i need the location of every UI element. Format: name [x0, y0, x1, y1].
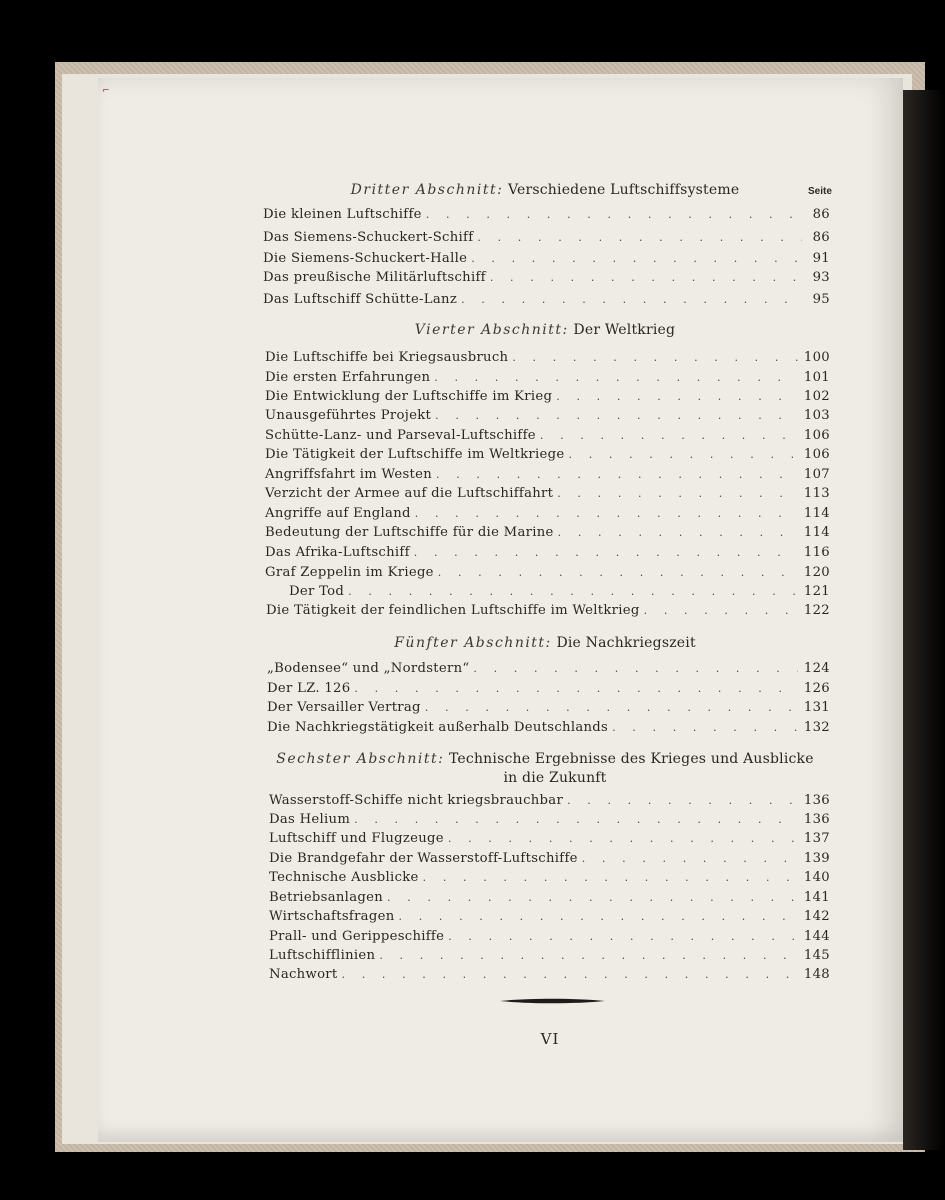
entry-title: Nachwort: [269, 967, 338, 982]
entry-page: 142: [803, 909, 830, 924]
toc-entry[interactable]: [269, 868, 830, 887]
toc-entry[interactable]: [265, 445, 830, 464]
entry-title: Das Helium: [269, 812, 351, 827]
section-part-label: Sechster Abschnitt:: [276, 751, 445, 767]
entry-page: 113: [803, 486, 830, 501]
section-title-continuation: in die Zukunft: [503, 770, 607, 786]
toc-entry[interactable]: [265, 523, 830, 542]
toc-entry[interactable]: [265, 465, 830, 484]
toc-entry[interactable]: [269, 907, 830, 926]
section-title-text: Verschiedene Luftschiffsysteme: [507, 182, 740, 198]
entry-page: 86: [812, 230, 830, 245]
toc-entry[interactable]: [269, 888, 830, 907]
entry-title: Luftschifflinien: [269, 948, 376, 963]
toc-entry[interactable]: [269, 829, 830, 848]
toc-entry[interactable]: [265, 348, 830, 367]
leader-dots: [342, 965, 798, 984]
toc-entry[interactable]: [263, 268, 830, 287]
entry-title: Die Entwicklung der Luftschiffe im Krieg: [265, 389, 553, 404]
leader-dots: [387, 888, 798, 907]
page-number: VI: [540, 1030, 560, 1048]
entry-page: 137: [803, 831, 830, 846]
entry-title: Die ersten Erfahrungen: [265, 370, 431, 385]
entry-page: 126: [803, 681, 830, 696]
ornament-divider-icon: [500, 996, 605, 1006]
toc-entry[interactable]: [269, 965, 830, 984]
entry-title: „Bodensee“ und „Nordstern“: [267, 661, 470, 676]
leader-dots: [438, 563, 798, 582]
entry-title: Der LZ. 126: [267, 681, 351, 696]
section-heading-vierter: [260, 320, 830, 340]
entry-title: Das Afrika-Luftschiff: [265, 545, 410, 560]
toc-entry[interactable]: [267, 698, 830, 717]
leader-dots: [423, 868, 798, 887]
toc-entry[interactable]: [265, 484, 830, 503]
toc-entry[interactable]: [265, 368, 830, 387]
section-heading-dritter: [260, 180, 830, 200]
leader-dots: [512, 348, 798, 367]
leader-dots: [414, 543, 798, 562]
leader-dots: [415, 504, 798, 523]
entry-title: Luftschiff und Flugzeuge: [269, 831, 444, 846]
leader-dots: [471, 249, 802, 268]
entry-page: 120: [803, 565, 830, 580]
entry-page: 107: [803, 467, 830, 482]
entry-page: 136: [803, 793, 830, 808]
entry-title: Schütte-Lanz- und Parseval-Luftschiffe: [265, 428, 536, 443]
toc-entry[interactable]: [269, 791, 830, 810]
leader-dots: [399, 907, 798, 926]
section-heading-fuenfter: [260, 633, 830, 653]
toc-entry[interactable]: [263, 249, 830, 268]
toc-entry[interactable]: [263, 205, 830, 224]
entry-page: 145: [803, 948, 830, 963]
leader-dots: [473, 659, 798, 678]
entry-page: 132: [803, 720, 830, 735]
toc-entry[interactable]: [267, 679, 830, 698]
entry-title: Der Tod: [289, 584, 345, 599]
entry-page: 103: [803, 408, 830, 423]
page-column-header: Seite: [808, 186, 832, 197]
entry-title: Angriffe auf England: [265, 506, 411, 521]
entry-title: Verzicht der Armee auf die Luftschiffahrt: [265, 486, 554, 501]
entry-page: 141: [803, 890, 830, 905]
section-part-label: Fünfter Abschnitt:: [394, 635, 552, 651]
entry-title: Bedeutung der Luftschiffe für die Marine: [265, 525, 554, 540]
toc-entry[interactable]: [265, 563, 830, 582]
entry-title: Das Luftschiff Schütte-Lanz: [263, 292, 458, 307]
toc-entry[interactable]: [263, 290, 830, 309]
toc-entry[interactable]: [269, 810, 830, 829]
toc-entry[interactable]: [266, 601, 830, 620]
toc-entry[interactable]: [265, 406, 830, 425]
entry-title: Unausgeführtes Projekt: [265, 408, 432, 423]
entry-page: 140: [803, 870, 830, 885]
toc-entry[interactable]: [269, 927, 830, 946]
entry-title: Das preußische Militärluftschiff: [263, 270, 486, 285]
toc-entry[interactable]: [267, 659, 830, 678]
toc-entry[interactable]: [289, 582, 830, 601]
section-title-text: Der Weltkrieg: [573, 322, 676, 338]
leader-dots: [436, 465, 798, 484]
leader-dots: [558, 523, 798, 542]
section-title-text: Die Nachkriegszeit: [556, 635, 696, 651]
entry-page: 136: [803, 812, 830, 827]
section-title-text: Technische Ergebnisse des Krieges und Ausblicke: [448, 751, 814, 767]
entry-page: 101: [803, 370, 830, 385]
leader-dots: [425, 698, 798, 717]
entry-title: Prall- und Gerippeschiffe: [269, 929, 445, 944]
entry-page: 121: [803, 584, 830, 599]
entry-page: 93: [812, 270, 830, 285]
entry-page: 114: [803, 506, 830, 521]
entry-page: 144: [803, 929, 830, 944]
leader-dots: [477, 228, 802, 247]
leader-dots: [461, 290, 802, 309]
entry-title: Graf Zeppelin im Kriege: [265, 565, 434, 580]
toc-entry[interactable]: [269, 849, 830, 868]
entry-page: 95: [812, 292, 830, 307]
leader-dots: [582, 849, 798, 868]
entry-title: Die Tätigkeit der Luftschiffe im Weltkriege: [265, 447, 565, 462]
entry-title: Angriffsfahrt im Westen: [265, 467, 433, 482]
entry-title: Die kleinen Luftschiffe: [263, 207, 422, 222]
corner-mark-icon: ⌐: [102, 86, 110, 96]
leader-dots: [540, 426, 798, 445]
leader-dots: [490, 268, 802, 287]
toc-entry[interactable]: [265, 543, 830, 562]
leader-dots: [569, 445, 798, 464]
entry-title: Betriebsanlagen: [269, 890, 384, 905]
entry-title: Der Versailler Vertrag: [267, 700, 421, 715]
entry-title: Wirtschaftsfragen: [269, 909, 395, 924]
entry-title: Die Nachkriegstätigkeit außerhalb Deutschlands: [267, 720, 609, 735]
toc-entry[interactable]: [263, 228, 830, 247]
entry-page: 122: [803, 603, 830, 618]
leader-dots: [435, 406, 798, 425]
entry-page: 102: [803, 389, 830, 404]
section-part-label: Vierter Abschnitt:: [414, 322, 569, 338]
section-part-label: Dritter Abschnitt:: [350, 182, 504, 198]
entry-title: Wasserstoff-Schiffe nicht kriegsbrauchbar: [269, 793, 564, 808]
entry-title: Die Brandgefahr der Wasserstoff-Luftschiffe: [269, 851, 578, 866]
leader-dots: [556, 387, 798, 406]
leader-dots: [426, 205, 802, 224]
entry-page: 124: [803, 661, 830, 676]
leader-dots: [448, 829, 798, 848]
toc-entry[interactable]: [265, 387, 830, 406]
section-heading-sechster: [260, 749, 830, 769]
leader-dots: [567, 791, 798, 810]
leader-dots: [354, 810, 798, 829]
leader-dots: [379, 946, 798, 965]
toc-entry[interactable]: [269, 946, 830, 965]
leader-dots: [348, 582, 798, 601]
leader-dots: [434, 368, 798, 387]
toc-entry[interactable]: [265, 504, 830, 523]
leader-dots: [612, 718, 798, 737]
entry-page: 106: [803, 428, 830, 443]
toc-entry[interactable]: [265, 426, 830, 445]
entry-page: 148: [803, 967, 830, 982]
leader-dots: [448, 927, 798, 946]
entry-title: Die Siemens-Schuckert-Halle: [263, 251, 468, 266]
entry-page: 139: [803, 851, 830, 866]
entry-page: 100: [803, 350, 830, 365]
leader-dots: [354, 679, 798, 698]
entry-title: Technische Ausblicke: [269, 870, 419, 885]
entry-title: Das Siemens-Schuckert-Schiff: [263, 230, 474, 245]
entry-page: 91: [812, 251, 830, 266]
toc-entry[interactable]: [267, 718, 830, 737]
entry-title: Die Tätigkeit der feindlichen Luftschiffe im Weltkrieg: [266, 603, 640, 618]
entry-page: 131: [803, 700, 830, 715]
leader-dots: [557, 484, 798, 503]
entry-page: 106: [803, 447, 830, 462]
leader-dots: [644, 601, 798, 620]
entry-page: 114: [803, 525, 830, 540]
entry-page: 86: [812, 207, 830, 222]
entry-title: Die Luftschiffe bei Kriegsausbruch: [265, 350, 509, 365]
entry-page: 116: [803, 545, 830, 560]
